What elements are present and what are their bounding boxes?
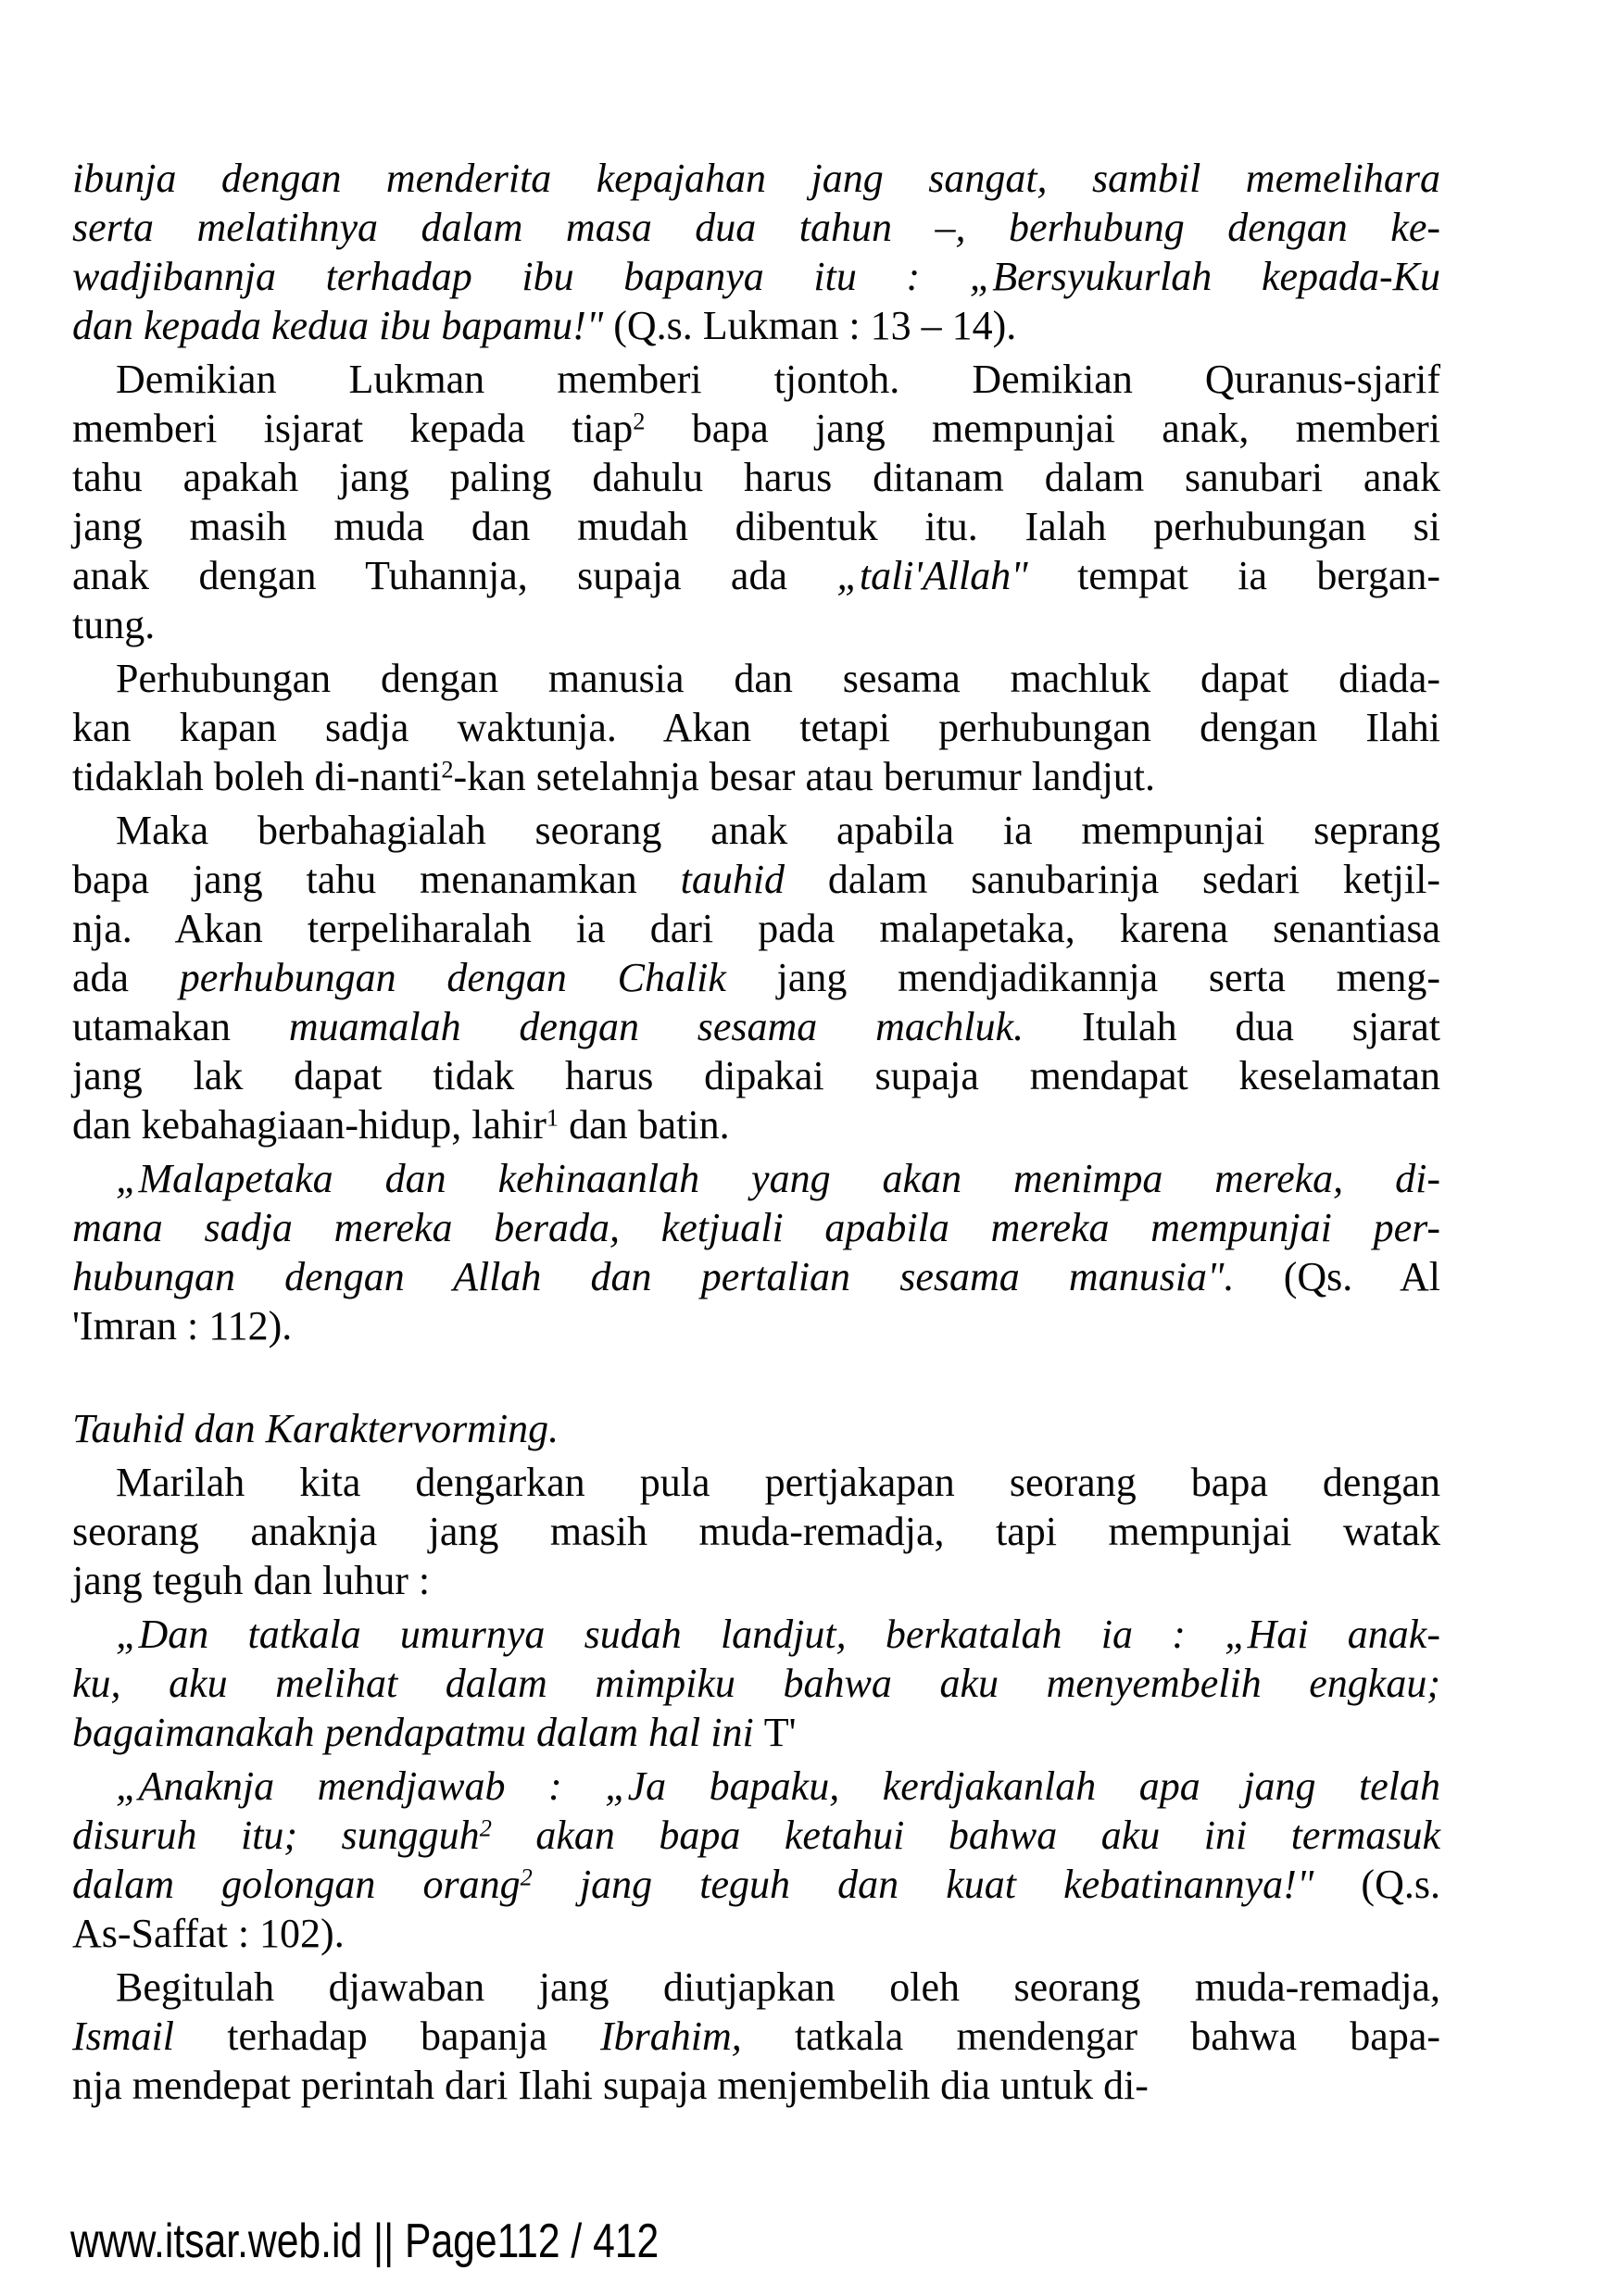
text-line: [72, 1507, 1440, 1556]
text-column: [72, 154, 1440, 2110]
text-line: [72, 551, 1440, 600]
text-line: [72, 1963, 1440, 2012]
text-line: [72, 1610, 1440, 1659]
text-run: tauhid: [680, 857, 785, 902]
text-line: [72, 1252, 1440, 1301]
text-line: [72, 355, 1440, 404]
text-line: [72, 752, 1440, 801]
text-run: jang teguh dan kuat kebatinannya!": [532, 1862, 1362, 1907]
superscript-marker: 2: [441, 755, 454, 784]
text-run: tidaklah boleh di-nanti: [72, 754, 442, 799]
text-run: muamalah dengan sesama machluk.: [288, 1004, 1024, 1049]
text-line: [72, 2012, 1440, 2061]
text-run: tung.: [72, 602, 156, 647]
text-run: Maka berbahagialah seorang anak apabila ia mempunjai seprang: [116, 808, 1440, 853]
text-run: terhadap bapanja: [174, 2014, 600, 2059]
text-run: Ismail: [72, 2014, 174, 2059]
text-run: hubungan dengan Allah dan pertalian sesama manusia".: [72, 1254, 1284, 1299]
text-run: utamakan: [72, 1004, 289, 1049]
text-run: bagaimanakah pendapatmu dalam hal ini: [72, 1710, 764, 1755]
text-line: [72, 654, 1440, 703]
text-run: ibunja dengan menderita kepajahan jang sangat, sambil memelihara: [72, 156, 1440, 201]
text-line: [72, 203, 1440, 252]
text-line: [72, 1762, 1440, 1811]
text-run: disuruh itu; sungguh: [72, 1813, 480, 1858]
text-run: wadjibannja terhadap ibu bapanya itu : „Bersyukurlah kepada-Ku: [72, 254, 1440, 299]
paragraph: [72, 1458, 1440, 1605]
text-run: -kan setelahnja besar atau berumur landjut.: [453, 754, 1156, 799]
superscript-marker: 1: [546, 1103, 559, 1132]
text-run: anak dengan Tuhannja, supaja ada: [72, 553, 837, 598]
text-run: seorang anaknja jang masih muda-remadja, tapi mempunjai watak: [72, 1509, 1440, 1554]
text-run: serta melatihnya dalam masa dua tahun –, berhubung dengan ke-: [72, 205, 1440, 250]
text-line: [72, 154, 1440, 203]
superscript-marker: 2: [520, 1863, 533, 1891]
text-line: [72, 855, 1440, 904]
text-line: [72, 453, 1440, 502]
paragraph: [72, 654, 1440, 801]
text-run: „Anaknja mendjawab : „Ja bapaku, kerdjakanlah apa jang telah: [116, 1763, 1440, 1809]
text-line: [72, 502, 1440, 551]
text-run: jang teguh dan luhur :: [72, 1558, 431, 1603]
text-run: „tali'Allah": [836, 553, 1028, 598]
text-run: ku, aku melihat dalam mimpiku bahwa aku menyembelih engkau;: [72, 1661, 1440, 1706]
paragraph: [72, 1762, 1440, 1958]
text-line: [72, 404, 1440, 453]
text-run: (Q.s. Lukman : 13 – 14).: [613, 303, 1017, 348]
text-run: ada: [72, 955, 180, 1000]
text-run: 'Imran : 112).: [72, 1303, 293, 1349]
text-line: [72, 2061, 1440, 2110]
text-run: akan bapa ketahui bahwa aku ini termasuk: [491, 1813, 1440, 1858]
text-run: tempat ia bergan-: [1027, 553, 1440, 598]
text-run: As-Saffat : 102).: [72, 1911, 345, 1956]
text-line: [72, 1860, 1440, 1909]
text-line: [72, 703, 1440, 752]
text-run: tatkala mendengar bahwa bapa-: [741, 2014, 1440, 2059]
section-heading: Tauhid dan Karaktervorming.: [72, 1406, 559, 1451]
paragraph: [72, 1963, 1440, 2110]
text-line: [72, 1301, 1440, 1350]
text-run: Begitulah djawaban jang diutjapkan oleh seorang muda-remadja,: [116, 1964, 1440, 2010]
text-run: tahu apakah jang paling dahulu harus ditanam dalam sanubari anak: [72, 455, 1440, 500]
text-line: [72, 301, 1440, 350]
text-run: bapa jang mempunjai anak, memberi: [645, 406, 1440, 451]
text-line: [72, 1659, 1440, 1708]
text-run: „Dan tatkala umurnya sudah landjut, berkatalah ia : „Hai anak-: [116, 1612, 1440, 1657]
text-run: dan batin.: [559, 1102, 730, 1148]
text-run: perhubungan dengan Chalik: [179, 955, 726, 1000]
paragraph: [72, 1610, 1440, 1757]
text-line: [72, 600, 1440, 649]
text-run: (Qs. Al: [1283, 1254, 1440, 1299]
text-run: bapa jang tahu menanamkan: [72, 857, 681, 902]
text-line: [72, 1708, 1440, 1757]
text-run: mana sadja mereka berada, ketjuali apabila mereka mempunjai per-: [72, 1205, 1440, 1250]
text-run: dan kepada kedua ibu bapamu!": [72, 303, 614, 348]
text-line: [72, 1154, 1440, 1203]
text-line: [72, 1458, 1440, 1507]
text-run: jang masih muda dan mudah dibentuk itu. Ialah perhubungan si: [72, 504, 1440, 549]
text-run: jang lak dapat tidak harus dipakai supaja mendapat keselamatan: [72, 1053, 1440, 1098]
text-run: Marilah kita dengarkan pula pertjakapan seorang bapa dengan: [116, 1460, 1440, 1505]
text-run: jang mendjadikannja serta meng-: [725, 955, 1441, 1000]
text-line: [72, 1811, 1440, 1860]
paragraph: [72, 1154, 1440, 1350]
text-line: [72, 252, 1440, 301]
superscript-marker: 2: [633, 407, 646, 435]
text-line: [72, 1909, 1440, 1958]
text-run: Perhubungan dengan manusia dan sesama machluk dapat diada-: [116, 656, 1440, 701]
text-run: Demikian Lukman memberi tjontoh. Demikian Quranus-sjarif: [116, 357, 1440, 402]
text-line: [72, 904, 1440, 953]
text-line: [72, 1203, 1440, 1252]
text-run: T': [763, 1710, 797, 1755]
text-run: memberi isjarat kepada tiap: [72, 406, 634, 451]
text-line: [72, 1051, 1440, 1100]
text-run: Itulah dua sjarat: [1024, 1004, 1440, 1049]
paragraph: [72, 806, 1440, 1149]
text-line: [72, 953, 1440, 1002]
text-line: [72, 1556, 1440, 1605]
text-run: nja. Akan terpeliharalah ia dari pada malapetaka, karena senantiasa: [72, 906, 1440, 951]
superscript-marker: 2: [479, 1813, 492, 1842]
footer-watermark: www.itsar.web.id || Page112 / 412: [70, 2214, 660, 2268]
paragraph: [72, 154, 1440, 350]
text-line: [72, 806, 1440, 855]
text-line: [72, 1100, 1440, 1149]
text-run: dalam golongan orang: [72, 1862, 521, 1907]
text-run: nja mendepat perintah dari Ilahi supaja menjembelih dia untuk di-: [72, 2063, 1149, 2108]
paragraph: [72, 355, 1440, 649]
text-run: kan kapan sadja waktunja. Akan tetapi perhubungan dengan Ilahi: [72, 705, 1440, 750]
text-run: (Q.s.: [1361, 1862, 1440, 1907]
text-run: Ibrahim,: [600, 2014, 742, 2059]
text-run: dalam sanubarinja sedari ketjil-: [785, 857, 1440, 902]
text-run: „Malapetaka dan kehinaanlah yang akan menimpa mereka, di-: [116, 1156, 1440, 1201]
text-line: [72, 1002, 1440, 1051]
text-run: dan kebahagiaan-hidup, lahir: [72, 1102, 547, 1148]
